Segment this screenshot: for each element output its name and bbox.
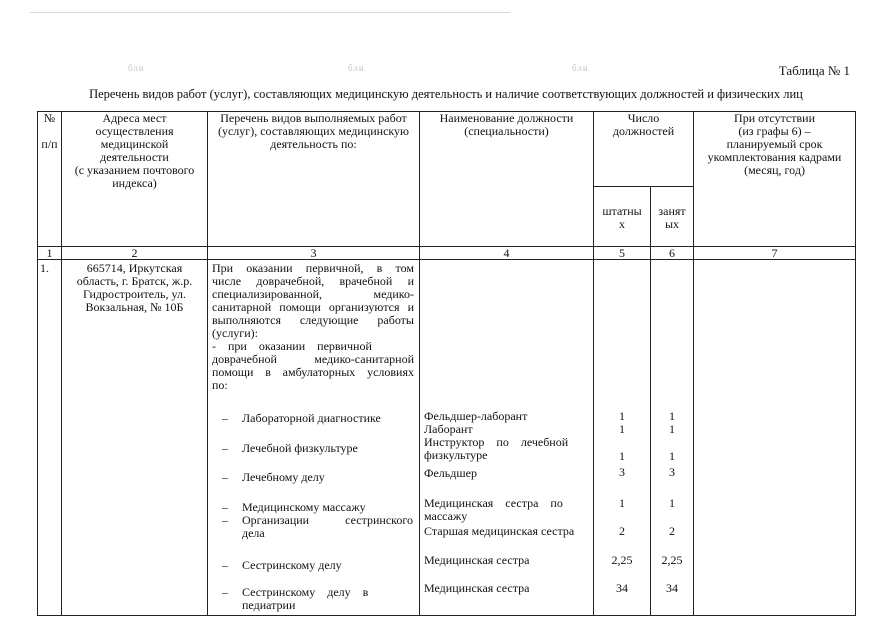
address-cell xyxy=(62,260,208,616)
staff-count: 2 xyxy=(619,524,625,538)
address-line: 665714, Иркутская xyxy=(86,261,183,275)
staff-count: 2,25 xyxy=(611,553,633,567)
document-title: Перечень видов работ (услуг), составляющих медицинскую деятельность и наличие соответствующих должностей и физических лиц xyxy=(89,87,803,101)
position-item: Медицинская сестра по массажу xyxy=(424,496,563,523)
position-item: Старшая медицинская сестра xyxy=(424,524,575,538)
dash-mark: – xyxy=(222,470,228,484)
positions-cell xyxy=(420,260,594,616)
occupied-count: 2,25 xyxy=(661,553,683,567)
occupied-count: 3 xyxy=(669,465,675,479)
works-intro: При оказании первичной, в том числе доврачебной, врачебной и специализированной, медико- санитарной помощи организуются и выполняются следующие работы (услуги): - при оказании первичной доврачебной медико-санитарной помощи в амбулаторных условиях по: xyxy=(212,261,414,392)
occupied-count: 1 xyxy=(669,409,675,423)
occupied-count: 1 xyxy=(669,422,675,436)
column-number-row xyxy=(38,247,856,260)
address-line: область, г. Братск, ж.р. xyxy=(76,274,193,288)
header-row xyxy=(38,112,856,187)
dash-mark: – xyxy=(222,411,228,425)
table-row xyxy=(38,260,856,616)
staff-count: 1 xyxy=(619,496,625,510)
occupied-count: 1 xyxy=(669,449,675,463)
faint-mark: бли xyxy=(348,63,365,73)
column-number: 6 xyxy=(651,247,694,260)
position-item: Медицинская сестра xyxy=(424,581,530,595)
dash-mark: – xyxy=(222,558,228,572)
occupied-count-cell xyxy=(651,260,694,616)
column-number: 5 xyxy=(594,247,651,260)
column-number: 4 xyxy=(420,247,594,260)
top-rule xyxy=(30,12,510,13)
dash-mark: – xyxy=(222,513,228,527)
position-item: Инструктор по лечебной физкультуре xyxy=(424,435,569,462)
dash-mark: – xyxy=(222,500,228,514)
dash-mark: – xyxy=(222,441,228,455)
table-number: Таблица № 1 xyxy=(778,63,850,78)
address-line: Вокзальная, № 10Б xyxy=(85,300,184,314)
dash-mark: – xyxy=(222,585,228,599)
position-item: Фельдшер xyxy=(424,466,477,480)
column-number: 7 xyxy=(694,247,856,260)
header-number: № п/п xyxy=(38,112,62,247)
planned-term-cell xyxy=(694,260,856,616)
header-occupied: занят ых xyxy=(651,187,694,247)
row-number: 1. xyxy=(40,261,49,275)
column-number: 3 xyxy=(208,247,420,260)
header-staff: штатны х xyxy=(594,187,651,247)
header-planned-term: При отсутствии (из графы 6) – планируемый срок укомплектования кадрами (месяц, год) xyxy=(694,112,856,247)
staff-count: 3 xyxy=(619,465,625,479)
position-item: Фельдшер-лаборант xyxy=(424,409,528,423)
occupied-count: 34 xyxy=(666,581,678,595)
works-cell: При оказании первичной, в том числе доврачебной, врачебной и специализированной, медико- санитарной помощи организуются и выполняются следующие работы (услуги): - при оказании первичной доврачебной медико-санитарной помощи в амбулаторных условиях по: – Лабораторной диагностике – Лечебной физкультуре – Лечебному делу – Медицинскому массажу – Организации сестринского дела – Сестринскому делу – Сестринскому делу в педиатрии xyxy=(208,260,420,616)
staff-count: 34 xyxy=(616,581,628,595)
position-item: Медицинская сестра xyxy=(424,553,530,567)
position-item: Лаборант xyxy=(424,422,473,436)
header-works: Перечень видов выполняемых работ (услуг), составляющих медицинскую деятельность по: xyxy=(208,112,420,247)
staff-count: 1 xyxy=(619,409,625,423)
row-number-cell xyxy=(38,260,62,616)
header-address: Адреса мест осуществления медицинской деятельности (с указанием почтового индекса) xyxy=(62,112,208,247)
occupied-count: 1 xyxy=(669,496,675,510)
column-number: 1 xyxy=(38,247,62,260)
header-positions-count: Число должностей xyxy=(594,112,694,187)
staff-count: 1 xyxy=(619,422,625,436)
staff-count: 1 xyxy=(619,449,625,463)
address-line: Гидростроитель, ул. xyxy=(83,287,186,301)
faint-mark: бли xyxy=(572,63,589,73)
works-table xyxy=(37,111,856,616)
header-position: Наименование должности (специальности) xyxy=(420,112,594,247)
occupied-count: 2 xyxy=(669,524,675,538)
staff-count-cell xyxy=(594,260,651,616)
faint-mark: бли xyxy=(128,63,145,73)
column-number: 2 xyxy=(62,247,208,260)
